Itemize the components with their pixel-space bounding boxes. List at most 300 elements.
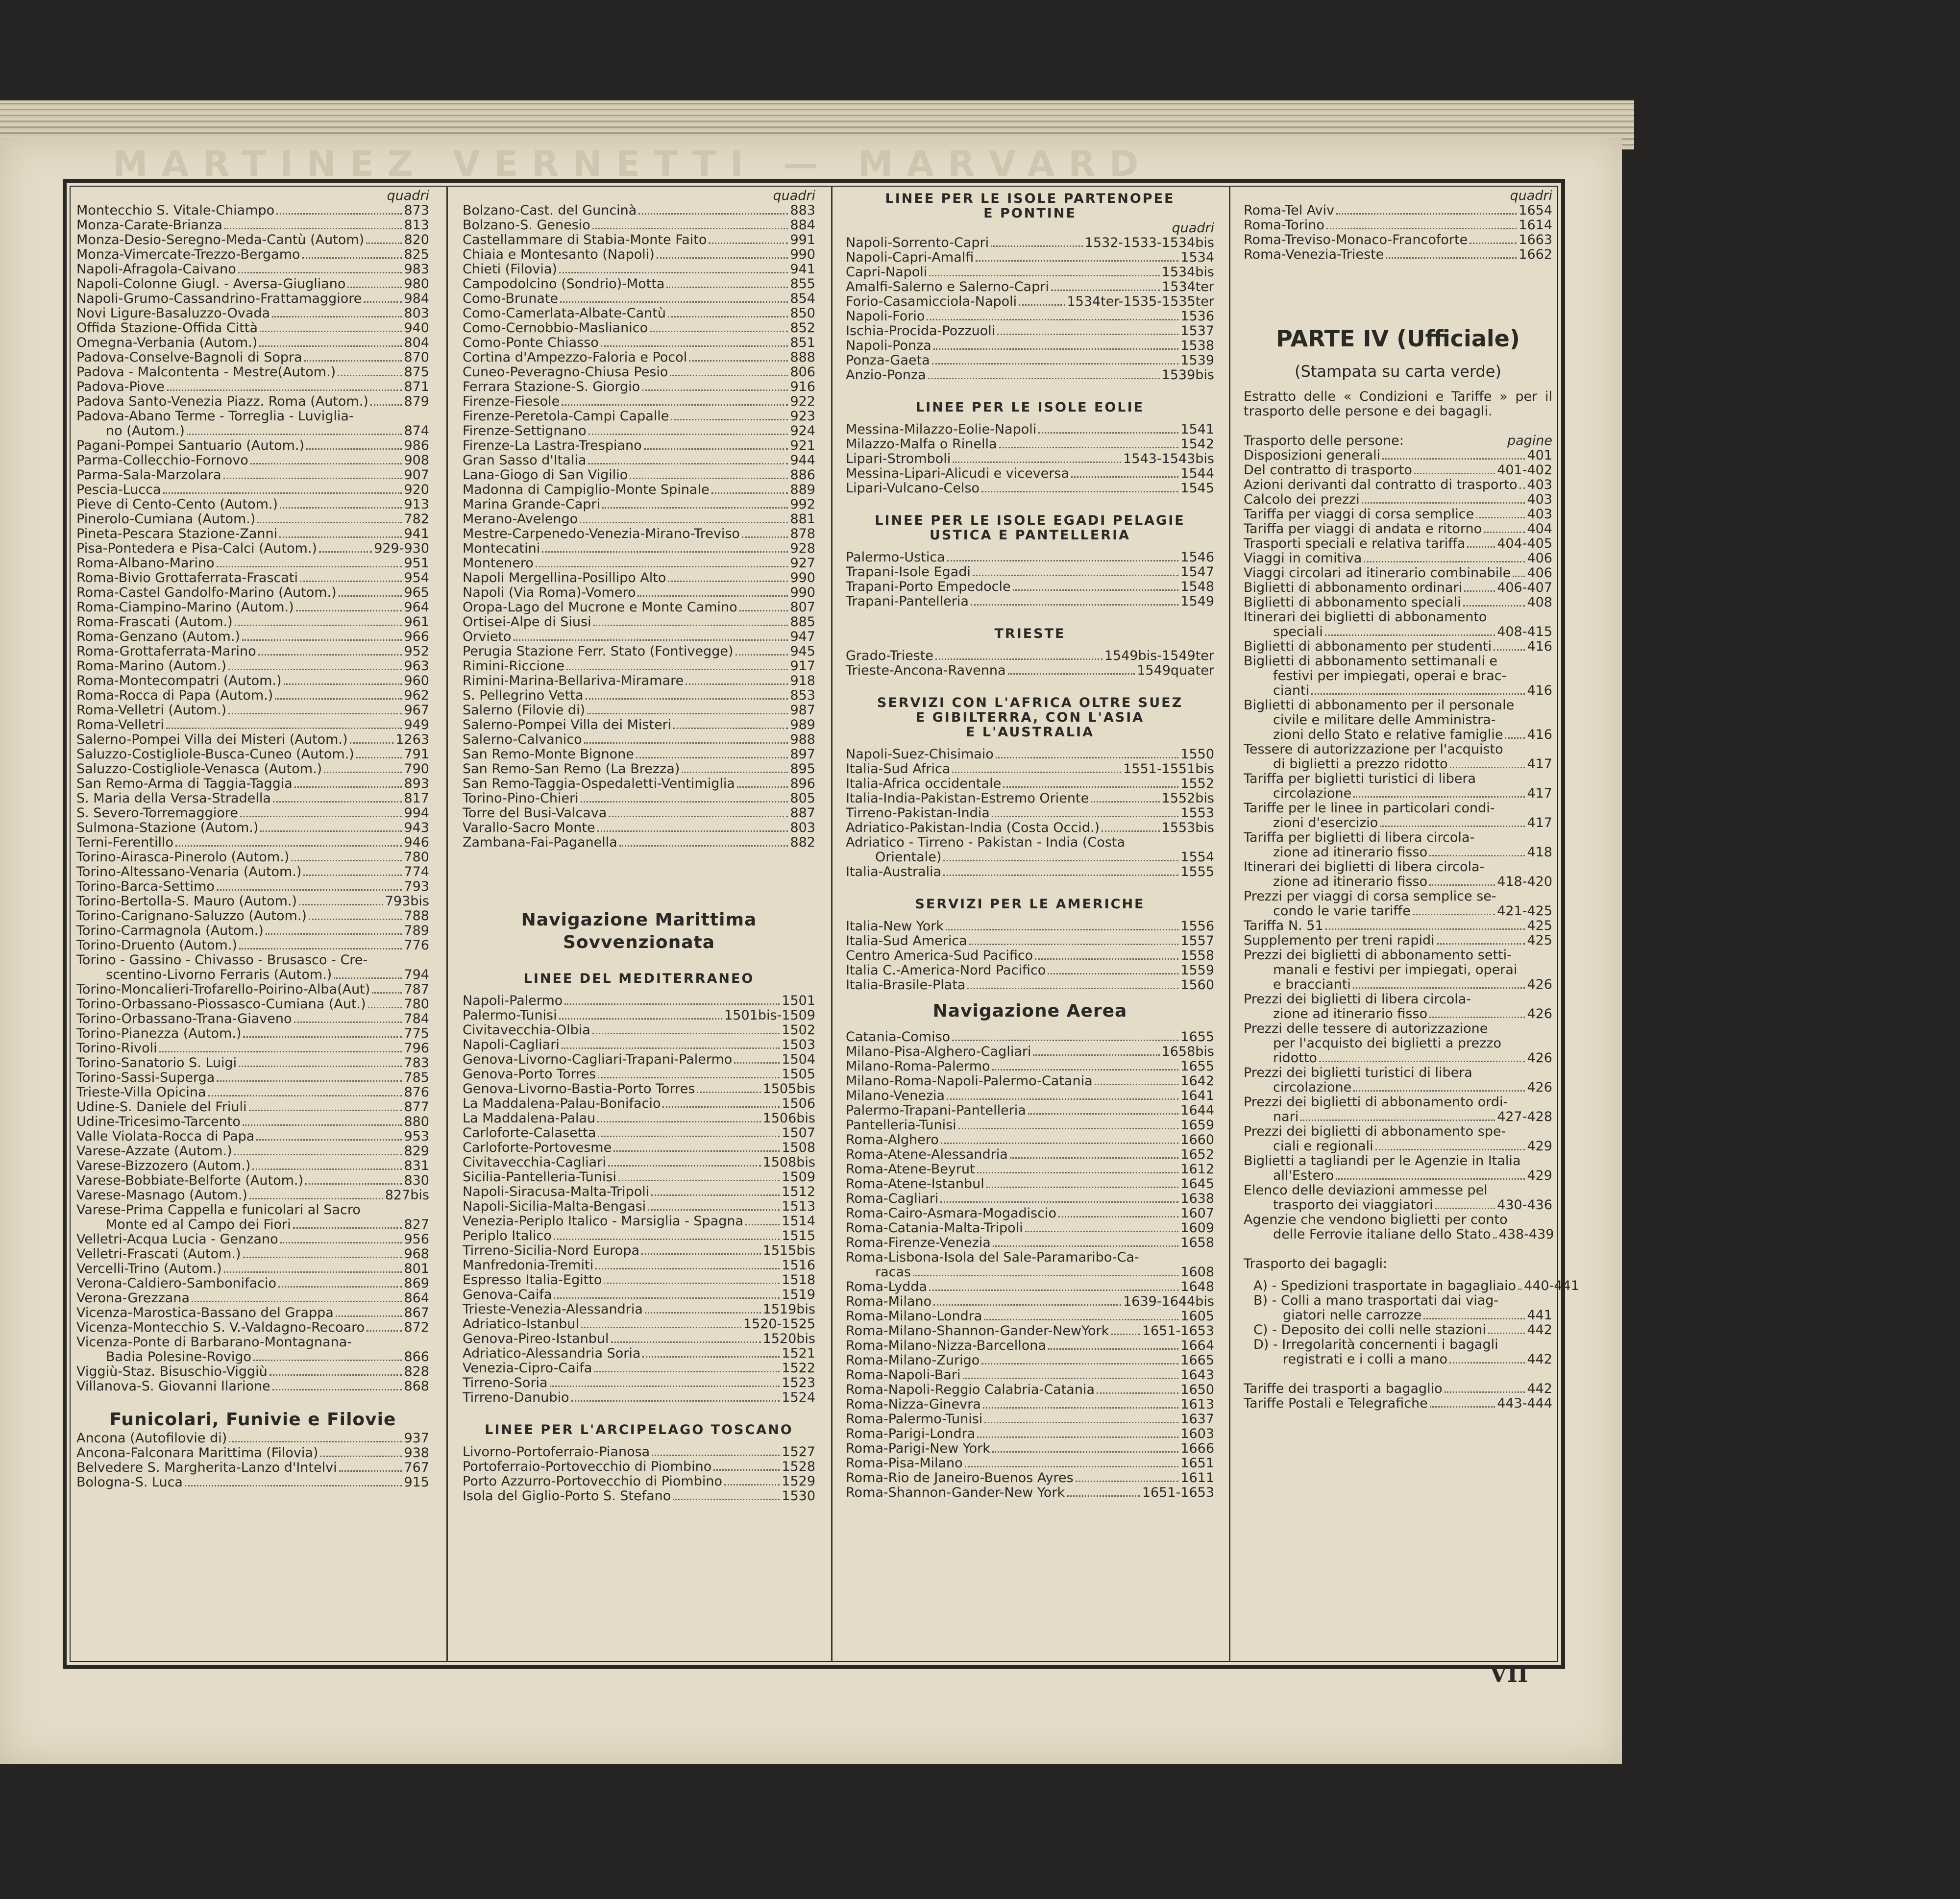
entry-title: Napoli Mergellina-Posillipo Alto — [463, 570, 666, 585]
entry-title: Oropa-Lago del Mucrone e Monte Camino — [463, 600, 737, 615]
leader-dots — [234, 1154, 402, 1155]
index-entry — [846, 806, 1214, 821]
leader-dots — [291, 860, 402, 861]
entry-title: Venezia-Cipro-Caifa — [463, 1361, 592, 1376]
entry-reference: 946 — [404, 835, 429, 850]
entry-reference: 1546 — [1180, 550, 1214, 565]
index-entry — [463, 556, 815, 571]
entry-reference: 1662 — [1519, 247, 1552, 262]
entry-title: Tirreno-Danubio — [463, 1390, 569, 1405]
leader-dots — [668, 316, 788, 317]
index-entry — [846, 1412, 1214, 1427]
leader-dots — [638, 213, 788, 215]
entry-title: Periplo Italico — [463, 1228, 552, 1243]
index-entry — [76, 218, 429, 233]
leader-dots — [514, 639, 788, 641]
entry-title: Como-Cernobbio-Maslianico — [463, 320, 648, 336]
leader-dots — [560, 301, 788, 303]
entry-title: Napoli (Via Roma)-Vomero — [463, 585, 636, 600]
index-entry — [463, 571, 815, 585]
entry-title: Biglietti a tagliandi per le Agenzie in Italia — [1244, 1153, 1521, 1169]
entry-title: Varese-Bizzozero (Autom.) — [76, 1158, 251, 1173]
entry-title: Ortisei-Alpe di Siusi — [463, 614, 591, 630]
index-entry — [76, 1276, 429, 1291]
leader-dots — [259, 345, 402, 347]
leader-dots — [554, 1297, 780, 1299]
entry-title: Adriatico-Istanbul — [463, 1316, 580, 1332]
index-entry — [463, 277, 815, 292]
entry-title: Roma-Shannon-Gander-New York — [846, 1485, 1065, 1500]
entry-reference: 986 — [404, 438, 429, 453]
entry-title: Roma-Genzano (Autom.) — [76, 629, 240, 644]
index-entry — [1244, 1139, 1552, 1154]
entry-reference: 417 — [1527, 786, 1552, 801]
leader-dots — [1423, 1318, 1525, 1319]
index-entry — [846, 1339, 1214, 1353]
entry-reference: 871 — [404, 379, 429, 394]
leader-dots — [952, 1040, 1178, 1041]
entry-reference: 421-425 — [1497, 903, 1552, 919]
entry-reference: 1552 — [1180, 776, 1214, 791]
leader-dots — [947, 560, 1179, 561]
leader-dots — [637, 595, 788, 597]
index-entry — [76, 1306, 429, 1320]
index-entry — [846, 1471, 1214, 1485]
entry-title: Azioni derivanti dal contratto di trasporto — [1244, 477, 1518, 492]
leader-dots — [372, 992, 402, 994]
leader-dots — [1476, 517, 1525, 518]
leader-dots — [1429, 1017, 1525, 1018]
index-entry — [76, 968, 429, 982]
leader-dots — [559, 1018, 722, 1020]
leader-dots — [304, 360, 402, 362]
entry-title: Carloforte-Portovesme — [463, 1140, 612, 1155]
entry-reference: 1529 — [782, 1474, 815, 1489]
index-entry — [846, 1456, 1214, 1471]
entry-reference: 1660 — [1180, 1132, 1214, 1147]
entry-title: Viaggi circolari ad itinerario combinabile — [1244, 565, 1511, 581]
index-entry — [463, 497, 815, 512]
index-entry — [846, 791, 1214, 806]
entry-reference: 1558 — [1180, 948, 1214, 963]
leader-dots — [1325, 928, 1525, 930]
entry-title: Napoli-Suez-Chisimaio — [846, 747, 994, 762]
entry-reference: 872 — [404, 1320, 429, 1335]
entry-reference: 1554 — [1180, 850, 1214, 865]
entry-reference: 442 — [1527, 1381, 1552, 1396]
leader-dots — [947, 1098, 1178, 1100]
entry-title: Roma-Castel Gandolfo-Marino (Autom.) — [76, 585, 337, 600]
leader-dots — [272, 1389, 402, 1390]
index-entry — [846, 1059, 1214, 1074]
entry-reference: 825 — [404, 247, 429, 262]
leader-dots — [1429, 884, 1495, 886]
leader-dots — [662, 1106, 780, 1108]
index-entry — [846, 1427, 1214, 1441]
leader-dots — [641, 1253, 761, 1255]
index-entry — [1244, 919, 1552, 933]
leader-dots — [217, 1080, 402, 1082]
column-header: quadri — [387, 188, 429, 203]
entry-title: Milano-Venezia — [846, 1088, 945, 1103]
section-title: LINEE DEL MEDITERRANEO — [523, 971, 755, 986]
entry-title: Roma-Napoli-Bari — [846, 1367, 961, 1383]
leader-dots — [279, 536, 402, 538]
index-entry — [1244, 1293, 1552, 1308]
leader-dots — [984, 1422, 1178, 1423]
entry-title: Pineta-Pescara Stazione-Zanni — [76, 526, 278, 541]
leader-dots — [1010, 1157, 1178, 1159]
leader-dots — [943, 875, 1178, 876]
leader-dots — [238, 272, 402, 273]
index-frame — [63, 179, 1579, 1669]
entry-reference: 886 — [790, 467, 815, 483]
leader-dots — [592, 228, 788, 229]
leader-dots — [1353, 987, 1525, 989]
entry-title: Salerno-Pompei Villa dei Misteri (Autom.) — [76, 732, 348, 747]
entry-title: Roma-Treviso-Monaco-Francoforte — [1244, 232, 1468, 247]
leader-dots — [1430, 1406, 1495, 1408]
entry-reference: 1549 — [1180, 594, 1214, 609]
entry-title: Cortina d'Ampezzo-Faloria e Pocol — [463, 350, 687, 365]
index-entry — [76, 806, 429, 821]
index-entry — [846, 324, 1214, 339]
index-entry — [846, 835, 1214, 850]
leader-dots — [1450, 767, 1525, 768]
entry-title: Civitavecchia-Cagliari — [463, 1155, 606, 1170]
entry-reference: 828 — [404, 1364, 429, 1379]
entry-title: Rimini-Marina-Bellariva-Miramare — [463, 673, 684, 688]
entry-title: Velletri-Acqua Lucia - Genzano — [76, 1232, 278, 1247]
entry-title: Roma-Milano-Shannon-Gander-NewYork — [846, 1323, 1109, 1339]
index-entry — [1244, 463, 1552, 478]
part-title: PARTE IV (Ufficiale) — [1276, 325, 1520, 352]
entry-title: Napoli-Grumo-Cassandrino-Frattamaggiore — [76, 291, 362, 306]
entry-title: Roma-Albano-Marino — [76, 556, 215, 571]
entry-reference: 417 — [1527, 756, 1552, 772]
entry-reference: 416 — [1527, 727, 1552, 742]
entry-reference: 403 — [1527, 492, 1552, 507]
entry-title: Roma-Bivio Grottaferrata-Frascati — [76, 570, 298, 585]
index-entry — [463, 1214, 815, 1229]
entry-reference: 1608 — [1180, 1265, 1214, 1280]
entry-reference: 967 — [404, 703, 429, 718]
leader-dots — [296, 610, 402, 611]
index-entry — [846, 1221, 1214, 1236]
leader-dots — [294, 1022, 402, 1023]
leader-dots — [235, 625, 402, 626]
leader-dots — [542, 551, 788, 553]
entry-title: Del contratto di trasporto — [1244, 463, 1412, 478]
index-entry — [846, 1147, 1214, 1162]
entry-reference: 801 — [404, 1261, 429, 1276]
entry-title: Salerno-Calvanico — [463, 732, 582, 747]
entry-reference: 850 — [790, 306, 815, 321]
leader-dots — [192, 1301, 402, 1302]
leader-dots — [338, 375, 402, 376]
leader-dots — [1464, 590, 1495, 592]
entry-reference: 864 — [404, 1290, 429, 1306]
index-entry — [76, 541, 429, 556]
entry-reference: 1612 — [1180, 1162, 1214, 1177]
index-entry — [463, 1126, 815, 1141]
index-entry — [463, 394, 815, 409]
index-entry — [76, 1364, 429, 1379]
leader-dots — [266, 933, 402, 935]
entry-reference: 827bis — [385, 1188, 429, 1203]
index-entry — [463, 527, 815, 541]
leader-dots — [1445, 1391, 1525, 1393]
leader-dots — [1429, 855, 1525, 856]
index-entry — [76, 1335, 429, 1350]
entry-reference: 1501bis-1509 — [724, 1008, 815, 1023]
entry-title: no (Autom.) — [106, 423, 185, 438]
entry-title: Terni-Ferentillo — [76, 835, 174, 850]
entry-title: zione ad itinerario fisso — [1273, 874, 1428, 889]
entry-title: Genova-Caifa — [463, 1287, 552, 1302]
index-entry — [1244, 933, 1552, 948]
entry-title: nari — [1273, 1109, 1299, 1124]
entry-title: Genova-Livorno-Bastia-Porto Torres — [463, 1081, 695, 1096]
entry-title: Forio-Casamicciola-Napoli — [846, 294, 1017, 309]
entry-title: Roma-Palermo-Tunisi — [846, 1412, 983, 1427]
entry-reference: 813 — [404, 218, 429, 233]
entry-reference: 963 — [404, 658, 429, 674]
leader-dots — [1048, 973, 1178, 974]
index-entry — [846, 1294, 1214, 1309]
entry-title: Vicenza-Montecchio S. V.-Valdagno-Recoaro — [76, 1320, 365, 1335]
leader-dots — [686, 683, 788, 685]
entry-title: La Maddalena-Palau-Bonifacio — [463, 1096, 661, 1111]
entry-reference: 927 — [790, 556, 815, 571]
entry-reference: 889 — [790, 482, 815, 497]
leader-dots — [299, 904, 383, 905]
entry-title: Perugia Stazione Ferr. Stato (Fontivegge) — [463, 644, 734, 659]
index-entry — [76, 350, 429, 365]
leader-dots — [682, 772, 788, 773]
index-entry — [1244, 1095, 1552, 1110]
leader-dots — [992, 1451, 1178, 1453]
entry-reference: 929-930 — [374, 541, 429, 556]
entry-list — [1244, 1278, 1579, 1367]
index-entry — [1244, 992, 1552, 1007]
entry-title: Ischia-Procida-Pozzuoli — [846, 323, 996, 339]
entry-list — [76, 203, 429, 1394]
index-entry — [1244, 948, 1552, 963]
entry-reference: 1641 — [1180, 1088, 1214, 1103]
leader-dots — [648, 1209, 780, 1211]
index-entry — [846, 339, 1214, 353]
section-title: SERVIZI PER LE AMERICHE — [915, 897, 1145, 912]
index-entry — [846, 963, 1214, 978]
index-entry — [76, 762, 429, 777]
entry-reference: 1548 — [1180, 579, 1214, 594]
entry-reference: 804 — [404, 335, 429, 350]
index-entry — [463, 732, 815, 747]
index-entry — [846, 649, 1214, 663]
entry-list — [463, 1445, 815, 1504]
entry-title: Milano-Roma-Palermo — [846, 1059, 990, 1074]
index-entry — [846, 663, 1214, 678]
entry-title: Udine-Tricesimo-Tarcento — [76, 1114, 241, 1129]
index-entry — [76, 497, 429, 512]
entry-reference: 960 — [404, 673, 429, 688]
leader-dots — [550, 1386, 780, 1387]
index-entry — [76, 1203, 429, 1217]
entry-title: Anzio-Ponza — [846, 367, 926, 383]
index-entry — [1244, 1183, 1552, 1198]
index-entry — [846, 1045, 1214, 1059]
entry-title: Roma-Grottaferrata-Marino — [76, 644, 256, 659]
leader-dots — [581, 801, 788, 803]
entry-title: Italia-Brasile-Plata — [846, 977, 966, 993]
entry-title: Lipari-Vulcano-Celso — [846, 481, 980, 496]
entry-title: Napoli-Sicilia-Malta-Bengasi — [463, 1199, 646, 1214]
entry-reference: 945 — [790, 644, 815, 659]
leader-dots — [275, 698, 402, 700]
entry-reference: 438-439 — [1498, 1227, 1554, 1242]
entry-reference: 1545 — [1180, 481, 1214, 496]
entry-title: San Remo-Taggia-Ospedaletti-Ventimiglia — [463, 776, 735, 791]
entry-title: Firenze-Fiesole — [463, 394, 560, 409]
entry-title: Carloforte-Calasetta — [463, 1125, 596, 1141]
index-entry — [846, 368, 1214, 383]
index-entry — [76, 1320, 429, 1335]
entry-reference: 1521 — [782, 1346, 815, 1361]
entry-reference: 440-441 — [1524, 1278, 1579, 1293]
entry-title: S. Maria della Versa-Stradella — [76, 791, 271, 806]
entry-title: Catania-Comiso — [846, 1029, 951, 1045]
index-entry — [76, 233, 429, 247]
leader-dots — [630, 478, 788, 479]
entry-title: Sicilia-Pantelleria-Tunisi — [463, 1169, 616, 1185]
entry-title: Zambana-Fai-Paganella — [463, 835, 617, 850]
entry-title: zioni d'esercizio — [1273, 815, 1378, 830]
entry-reference: 784 — [404, 1011, 429, 1026]
leader-dots — [913, 1275, 1178, 1276]
index-entry — [76, 409, 429, 424]
leader-dots — [1325, 634, 1495, 636]
entry-title: Elenco delle deviazioni ammesse pel — [1244, 1183, 1488, 1198]
leader-dots — [1470, 243, 1517, 244]
entry-title: Roma-Velletri — [76, 717, 164, 732]
index-entry — [1244, 522, 1552, 536]
entry-reference: 951 — [404, 556, 429, 571]
section-title: Funicolari, Funivie e Filovie — [109, 1410, 396, 1430]
index-entry — [463, 994, 815, 1008]
index-entry — [463, 1302, 815, 1317]
entry-title: Roma-Atene-Istanbul — [846, 1176, 984, 1192]
index-entry — [846, 1280, 1214, 1294]
index-entry — [76, 306, 429, 321]
entry-list — [463, 994, 815, 1405]
leader-dots — [187, 434, 402, 435]
entry-reference: 417 — [1527, 815, 1552, 830]
entry-title: Napoli-Colonne Giugl. - Aversa-Giugliano — [76, 276, 346, 292]
entry-title: Napoli-Capri-Amalfi — [846, 250, 974, 265]
index-entry — [76, 512, 429, 527]
index-entry — [76, 865, 429, 879]
entry-reference: 1518 — [782, 1272, 815, 1288]
entry-title: Torino-Altessano-Venaria (Autom.) — [76, 864, 302, 879]
entry-reference: 430-436 — [1497, 1197, 1552, 1213]
entry-title: Castellammare di Stabia-Monte Faito — [463, 232, 707, 247]
entry-reference: 1639-1644bis — [1123, 1294, 1214, 1309]
index-entry — [463, 292, 815, 306]
entry-reference: 888 — [790, 350, 815, 365]
entry-title: racas — [875, 1265, 911, 1280]
entry-title: Adriatico-Alessandria Soria — [463, 1346, 641, 1361]
entry-title: cianti — [1273, 683, 1310, 698]
entry-reference: 806 — [790, 365, 815, 380]
leader-dots — [711, 492, 788, 494]
entry-reference: 968 — [404, 1246, 429, 1262]
entry-title: Tariffa N. 51 — [1244, 918, 1323, 933]
entry-title: A) - Spedizioni trasportate in bagagliaio — [1253, 1278, 1517, 1293]
leader-dots — [303, 875, 402, 876]
leader-dots — [958, 1128, 1179, 1129]
entry-title: Roma-Rio de Janeiro-Buenos Ayres — [846, 1470, 1074, 1485]
entry-title: Monza-Carate-Brianza — [76, 218, 222, 233]
entry-reference: 408-415 — [1497, 624, 1552, 639]
index-entry — [1244, 247, 1552, 262]
index-entry — [1244, 816, 1552, 830]
leader-dots — [366, 243, 402, 244]
index-entry — [76, 938, 429, 953]
index-entry — [846, 353, 1214, 368]
entry-title: Napoli-Afragola-Caivano — [76, 262, 236, 277]
entry-reference: 1537 — [1180, 323, 1214, 339]
leader-dots — [645, 1312, 761, 1314]
entry-title: Saluzzo-Costigliole-Venasca (Autom.) — [76, 761, 322, 777]
leader-dots — [642, 1356, 780, 1358]
leader-dots — [250, 463, 402, 464]
entry-title: Vicenza-Ponte di Barbarano-Montagnana- — [76, 1335, 352, 1350]
section-title: LINEE PER LE ISOLE PARTENOPEE — [885, 191, 1175, 206]
leader-dots — [229, 1441, 402, 1442]
entry-title: circolazione — [1273, 786, 1352, 801]
leader-dots — [1505, 737, 1525, 739]
leader-dots — [941, 1143, 1178, 1144]
index-entry — [463, 424, 815, 438]
leader-dots — [1013, 589, 1179, 591]
entry-reference: 875 — [404, 365, 429, 380]
leader-dots — [1038, 432, 1178, 434]
leader-dots — [239, 1066, 402, 1067]
leader-dots — [252, 1169, 402, 1170]
index-entry — [846, 1324, 1214, 1339]
index-entry — [1244, 801, 1552, 816]
index-entry — [463, 1317, 815, 1332]
leader-dots — [1111, 1334, 1140, 1335]
index-entry — [846, 978, 1214, 993]
index-entry — [1244, 1022, 1552, 1036]
leader-dots — [611, 1341, 761, 1343]
entry-title: Salerno (Filovie di) — [463, 703, 586, 718]
leader-dots — [185, 1485, 402, 1486]
entry-title: Monte ed al Campo dei Fiori — [106, 1217, 291, 1232]
entry-reference: 989 — [790, 717, 815, 732]
entry-list — [1244, 1382, 1552, 1411]
entry-reference: 855 — [790, 276, 815, 292]
entry-title: Tariffa per viaggi di andata e ritorno — [1244, 521, 1482, 536]
entry-title: Ponza-Gaeta — [846, 353, 930, 368]
entry-title: Novi Ligure-Basaluzzo-Ovada — [76, 306, 270, 321]
leader-dots — [977, 1172, 1179, 1173]
entry-reference: 1547 — [1180, 564, 1214, 580]
entry-list — [846, 919, 1214, 993]
leader-dots — [1435, 1208, 1495, 1209]
